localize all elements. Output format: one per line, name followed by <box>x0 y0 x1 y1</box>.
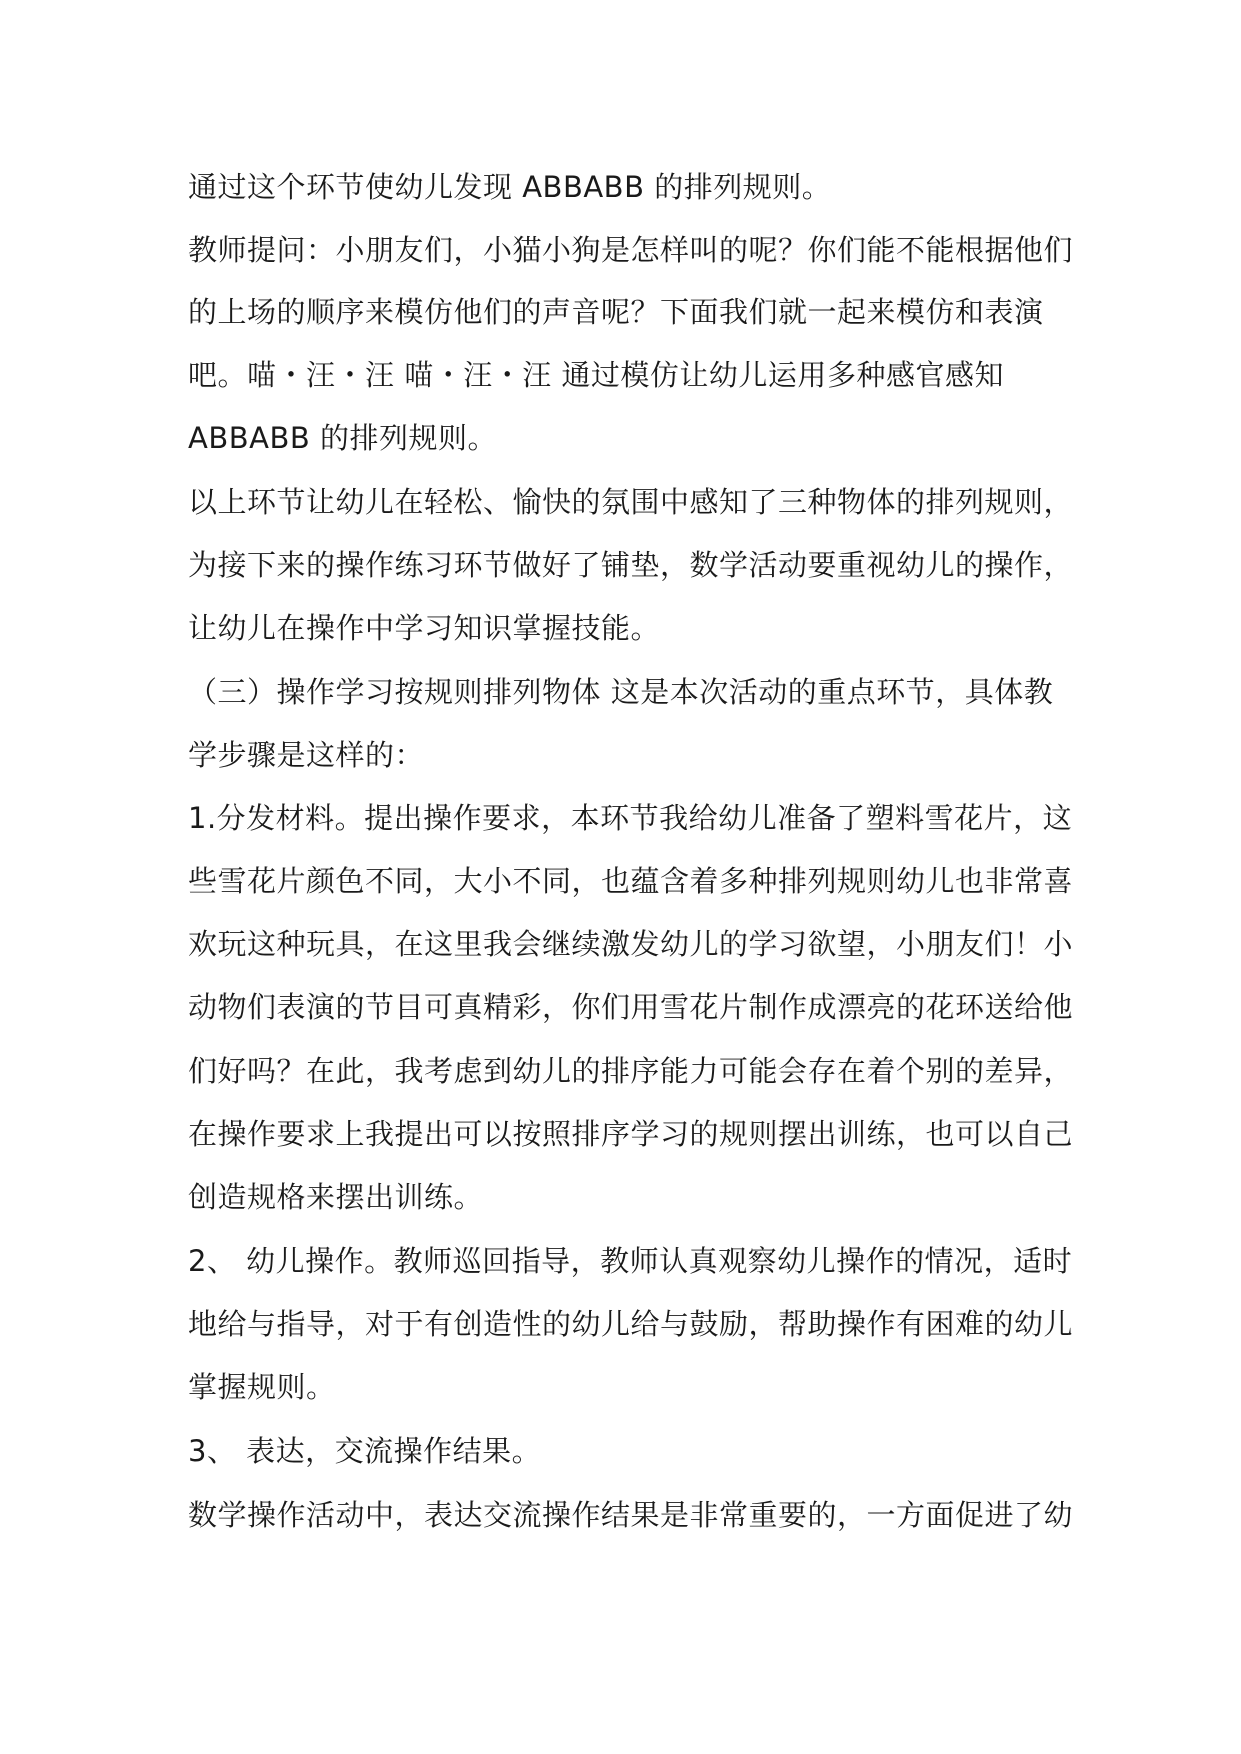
text-line: 动物们表演的节目可真精彩，你们用雪花片制作成漂亮的花环送给他 <box>188 990 1074 1024</box>
text-line: 些雪花片颜色不同，大小不同，也蕴含着多种排列规则幼儿也非常喜 <box>188 864 1074 898</box>
list-item-line: 3、 表达，交流操作结果。 <box>188 1434 542 1468</box>
text-line: 创造规格来摆出训练。 <box>188 1180 484 1214</box>
text-line: 数学操作活动中，表达交流操作结果是非常重要的，一方面促进了幼 <box>188 1498 1074 1532</box>
text-line: ABBABB 的排列规则。 <box>188 421 497 455</box>
text-line: 教师提问：小朋友们，小猫小狗是怎样叫的呢？你们能不能根据他们 <box>188 233 1074 267</box>
text-line: 的上场的顺序来模仿他们的声音呢？下面我们就一起来模仿和表演 <box>188 295 1044 329</box>
text-line: 在操作要求上我提出可以按照排序学习的规则摆出训练，也可以自己 <box>188 1117 1074 1151</box>
text-line: 通过这个环节使幼儿发现 ABBABB 的排列规则。 <box>188 170 832 204</box>
list-item-line: 1.分发材料。提出操作要求，本环节我给幼儿准备了塑料雪花片，这 <box>188 801 1073 835</box>
list-item-line: 2、 幼儿操作。教师巡回指导，教师认真观察幼儿操作的情况，适时 <box>188 1244 1073 1278</box>
section-heading-line: （三）操作学习按规则排列物体 这是本次活动的重点环节，具体教 <box>188 675 1054 709</box>
text-line: 地给与指导，对于有创造性的幼儿给与鼓励，帮助操作有困难的幼儿 <box>188 1307 1074 1341</box>
text-line: 吧。喵・汪・汪 喵・汪・汪 通过模仿让幼儿运用多种感官感知 <box>188 358 1004 392</box>
text-line: 为接下来的操作练习环节做好了铺垫，数学活动要重视幼儿的操作， <box>188 548 1074 582</box>
text-line: 掌握规则。 <box>188 1370 336 1404</box>
text-line: 让幼儿在操作中学习知识掌握技能。 <box>188 611 661 645</box>
text-line: 以上环节让幼儿在轻松、愉快的氛围中感知了三种物体的排列规则， <box>188 485 1074 519</box>
text-line: 欢玩这种玩具，在这里我会继续激发幼儿的学习欲望，小朋友们！小 <box>188 927 1074 961</box>
text-line: 们好吗？在此，我考虑到幼儿的排序能力可能会存在着个别的差异， <box>188 1054 1074 1088</box>
text-line: 学步骤是这样的： <box>188 738 425 772</box>
